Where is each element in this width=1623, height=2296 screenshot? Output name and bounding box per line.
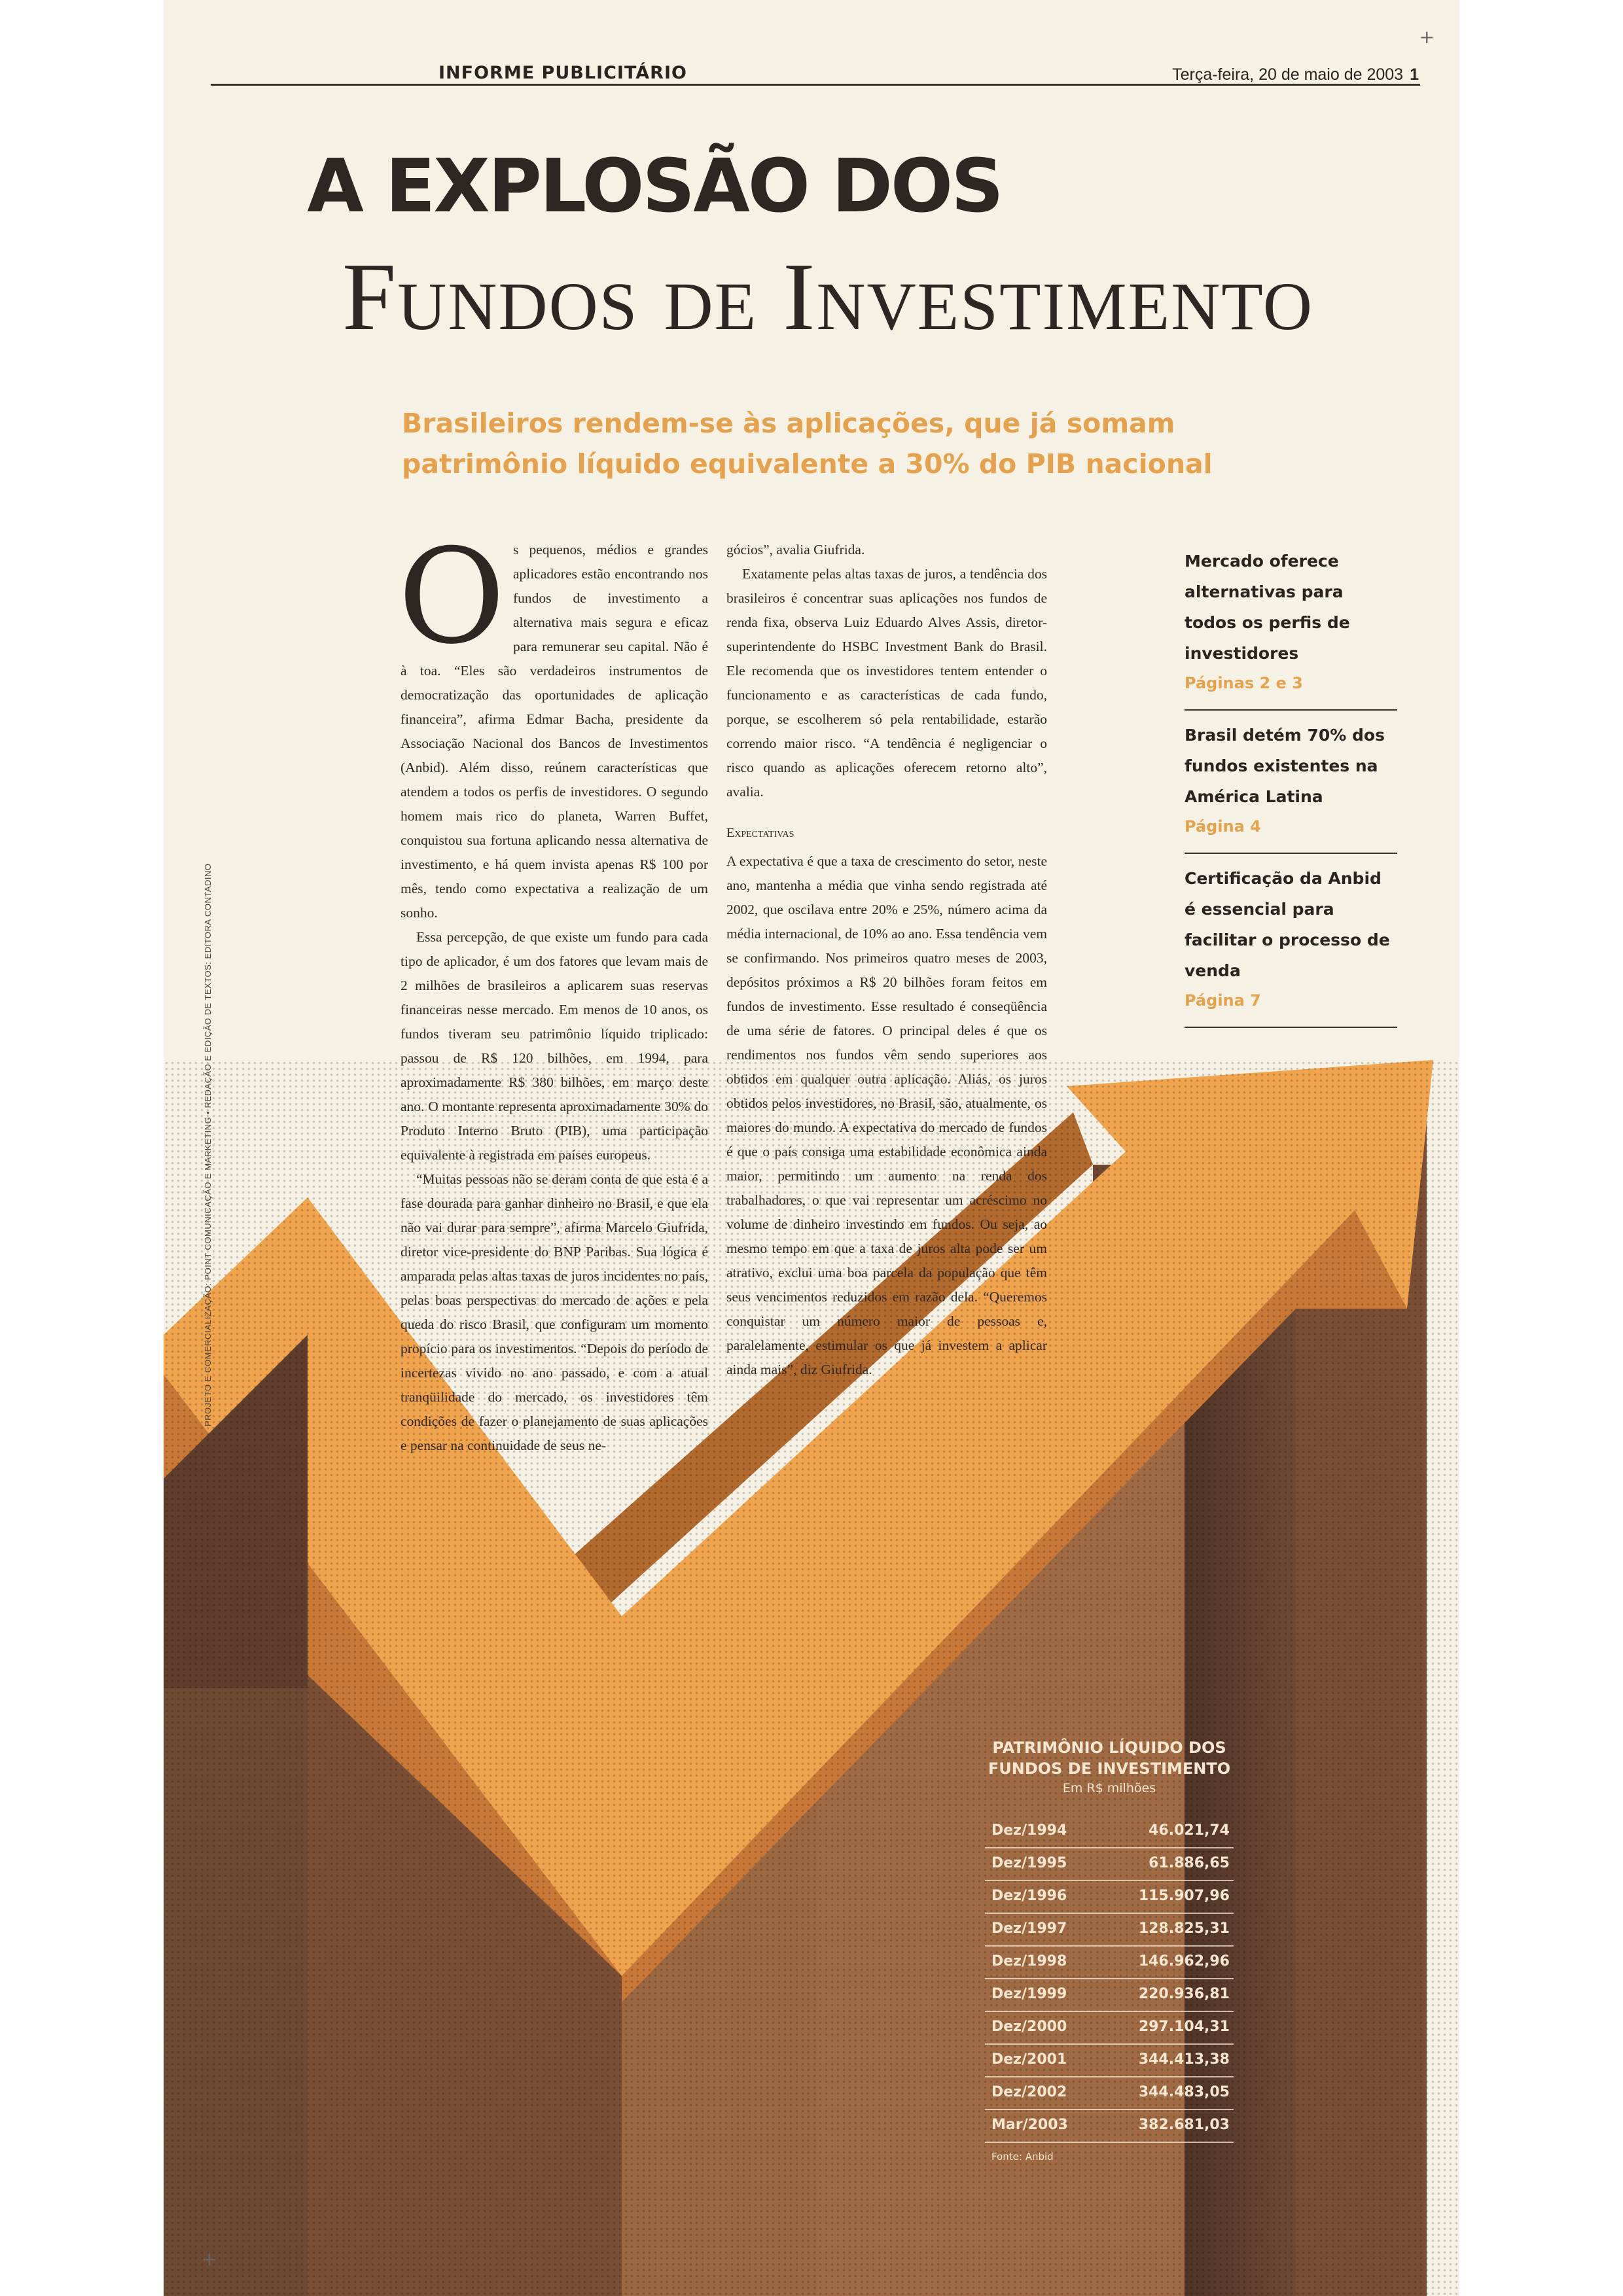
table-subtitle: Em R$ milhões — [1062, 1781, 1156, 1795]
credit-line: PROJETO E COMERCIALIZAÇÃO: POINT COMUNICAÇÃO E MARKETING • REDAÇÃO E EDIÇÃO DE TEXTOS: EDITORA CONTADINO — [203, 863, 213, 1426]
table-row — [985, 2012, 1234, 2045]
article-paragraph: “Muitas pessoas não se deram conta de que esta é a fase dourada para ganhar dinheiro no Brasil, e que ela não vai durar para sempre”, afirma Marcelo Giufrida, diretor vice-presidente do BNP Paribas. Sua lógica é amparada pelas altas taxas de juros incidentes no país, pelas boas perspectivas do mercado de ações e pela queda do risco Brasil, que configuram um momento propício para os investimentos. “Depois do período de incertezas vivido no ano passado, e com a atual tranqüilidade do mercado, os investidores têm condições de fazer o planejamento de suas aplicações e pensar na continuidade de seus ne- — [401, 1171, 708, 1453]
section-heading: Expectativas — [726, 826, 794, 840]
sidebar-index — [1185, 537, 1397, 1028]
table-cell-period: Mar/2003 — [991, 2117, 1068, 2133]
article-column-2 — [726, 538, 1047, 1382]
table-cell-value: 128.825,31 — [1138, 1920, 1230, 1937]
section-label: INFORME PUBLICITÁRIO — [438, 63, 687, 83]
article-paragraph: A expectativa é que a taxa de crescimento do setor, neste ano, mantenha a média que vinha sendo registrada até 2002, que oscilava entre 20% e 25%, número acima da média internacional, de 10% ao ano. Essa tendência vem se confirmando. Nos primeiros quatro meses de 2003, depósitos próximos a R$ 20 bilhões foram feitos em fundos de investimento. Esse resultado é conseqüência de uma série de fatores. O principal deles é que os rendimentos nos fundos vêm sendo superiores aos obtidos em qualquer outra aplicação. Aliás, os juros obtidos pelos investidores, no Brasil, são, atualmente, os maiores do mundo. A expectativa do mercado de fundos é que o país consiga uma estabilidade econômica ainda maior, permitindo um aumento na renda dos trabalhadores, o que vai representar um acréscimo no volume de dinheiro investindo em fundos. Ou seja, ao mesmo tempo em que a taxa de juros alta pode ser um atrativo, exclui uma boa parcela da população que têm seus vencimentos reduzidos em razão dela. “Queremos conquistar um número maior de pessoas e, paralelamente, estimular os que já investem a aplicar ainda mais”, diz Giufrida. — [726, 853, 1047, 1377]
date-text: Terça-feira, 20 de maio de 2003 — [1172, 65, 1404, 84]
table-row — [985, 1914, 1234, 1947]
sidebar-item-pages: Páginas 2 e 3 — [1185, 674, 1303, 692]
table-cell-period: Dez/1995 — [991, 1855, 1067, 1871]
table-title — [985, 1737, 1234, 1779]
table-cell-value: 220.936,81 — [1138, 1986, 1230, 2002]
table-title-line: PATRIMÔNIO LÍQUIDO DOS — [992, 1739, 1226, 1757]
net-assets-table — [985, 1737, 1234, 2163]
sidebar-item-title: Brasil detém 70% dos fundos existentes na América Latina — [1185, 726, 1385, 806]
table-source: Fonte: Anbid — [991, 2151, 1054, 2163]
sidebar-item-pages: Página 7 — [1185, 991, 1261, 1010]
article-column-1 — [398, 521, 708, 1458]
article-paragraph: gócios”, avalia Giufrida. — [726, 542, 865, 557]
table-cell-period: Dez/1998 — [991, 1953, 1067, 1969]
table-row — [985, 2110, 1234, 2143]
table-cell-value: 382.681,03 — [1138, 2117, 1230, 2133]
table-cell-period: Dez/2002 — [991, 2084, 1067, 2100]
dropcap: O — [398, 521, 505, 673]
article-paragraph: Essa percepção, de que existe um fundo para cada tipo de aplicador, é um dos fatores que levam mais de 2 milhões de brasileiros a aplicarem suas reservas financeiras nesse mercado. Em menos de 10 anos, os fundos tiveram seu patrimônio líquido triplicado: passou de R$ 120 bilhões, em 1994, para aproximadamente R$ 380 bilhões, em março deste ano. O montante representa aproximadamente 30% do Produto Interno Bruto (PIB), uma participação equivalente à registrada em países europeus. — [401, 929, 708, 1163]
sidebar-item — [1185, 711, 1397, 854]
table-cell-period: Dez/1999 — [991, 1986, 1067, 2002]
table-cell-period: Dez/1996 — [991, 1888, 1067, 1904]
sidebar-item-title: Mercado oferece alternativas para todos os perfis de investidores — [1185, 552, 1350, 663]
subheadline: Brasileiros rendem-se às aplicações, que já somam patrimônio líquido equivalente a 30% do PIB nacional — [402, 408, 1213, 480]
table-row — [985, 1881, 1234, 1914]
sidebar-item-title: Certificação da Anbid é essencial para facilitar o processo de venda — [1185, 869, 1390, 980]
sidebar-item — [1185, 537, 1397, 711]
crop-mark-icon: + — [202, 2248, 217, 2270]
table-row — [985, 1979, 1234, 2012]
table-cell-value: 344.483,05 — [1138, 2084, 1230, 2100]
table-cell-value: 46.021,74 — [1149, 1822, 1230, 1839]
table-rows — [985, 1816, 1234, 2143]
table-row — [985, 1848, 1234, 1881]
table-cell-period: Dez/2001 — [991, 2051, 1067, 2068]
table-row — [985, 1816, 1234, 1848]
table-row — [985, 2045, 1234, 2077]
issue-date — [1172, 65, 1419, 84]
article-paragraph: s pequenos, médios e grandes aplicadores estão encontrando nos fundos de investimento a alternativa mais segura e eficaz para remunerar seu capital. Não é à toa. “Eles são verdadeiros instrumentos de democratização das oportunidades de aplicação financeira”, afirma Edmar Bacha, presidente da Associação Nacional dos Bancos de Investimentos (Anbid). Além disso, reúnem características que atendem a todos os perfis de investidores. O segundo homem mais rico do planeta, Warren Buffet, conquistou sua fortuna aplicando nessa alternativa de investimento, e há quem invista apenas R$ 100 por mês, tendo como expectativa a realização de um sonho. — [401, 542, 708, 921]
crop-mark-icon: + — [1419, 26, 1435, 48]
sidebar-item — [1185, 854, 1397, 1028]
table-cell-period: Dez/1994 — [991, 1822, 1067, 1839]
newspaper-page — [164, 0, 1459, 2296]
table-row — [985, 1947, 1234, 1979]
page-number: 1 — [1410, 65, 1419, 84]
table-cell-period: Dez/1997 — [991, 1920, 1067, 1937]
table-cell-value: 115.907,96 — [1138, 1888, 1230, 1904]
sidebar-item-pages: Página 4 — [1185, 817, 1261, 836]
table-cell-value: 61.886,65 — [1149, 1855, 1230, 1871]
table-cell-value: 146.962,96 — [1138, 1953, 1230, 1969]
table-row — [985, 2077, 1234, 2110]
headline-line-1: A EXPLOSÃO DOS — [307, 144, 1002, 229]
table-cell-value: 297.104,31 — [1138, 2019, 1230, 2035]
headline-line-2: Fundos de Investimento — [342, 243, 1314, 351]
table-cell-value: 344.413,38 — [1138, 2051, 1230, 2068]
article-paragraph: Exatamente pelas altas taxas de juros, a tendência dos brasileiros é concentrar suas aplicações nos fundos de renda fixa, observa Luiz Eduardo Alves Assis, diretor-superintendente do HSBC Investment Bank do Brasil. Ele recomenda que os investidores tentem entender o funcionamento e as características de cada fundo, porque, se escolherem só pela rentabilidade, estarão correndo maior risco. “A tendência é negligenciar o risco quando as aplicações oferecem retorno alto”, avalia. — [726, 566, 1047, 800]
table-title-line: FUNDOS DE INVESTIMENTO — [988, 1759, 1231, 1778]
table-cell-period: Dez/2000 — [991, 2019, 1067, 2035]
